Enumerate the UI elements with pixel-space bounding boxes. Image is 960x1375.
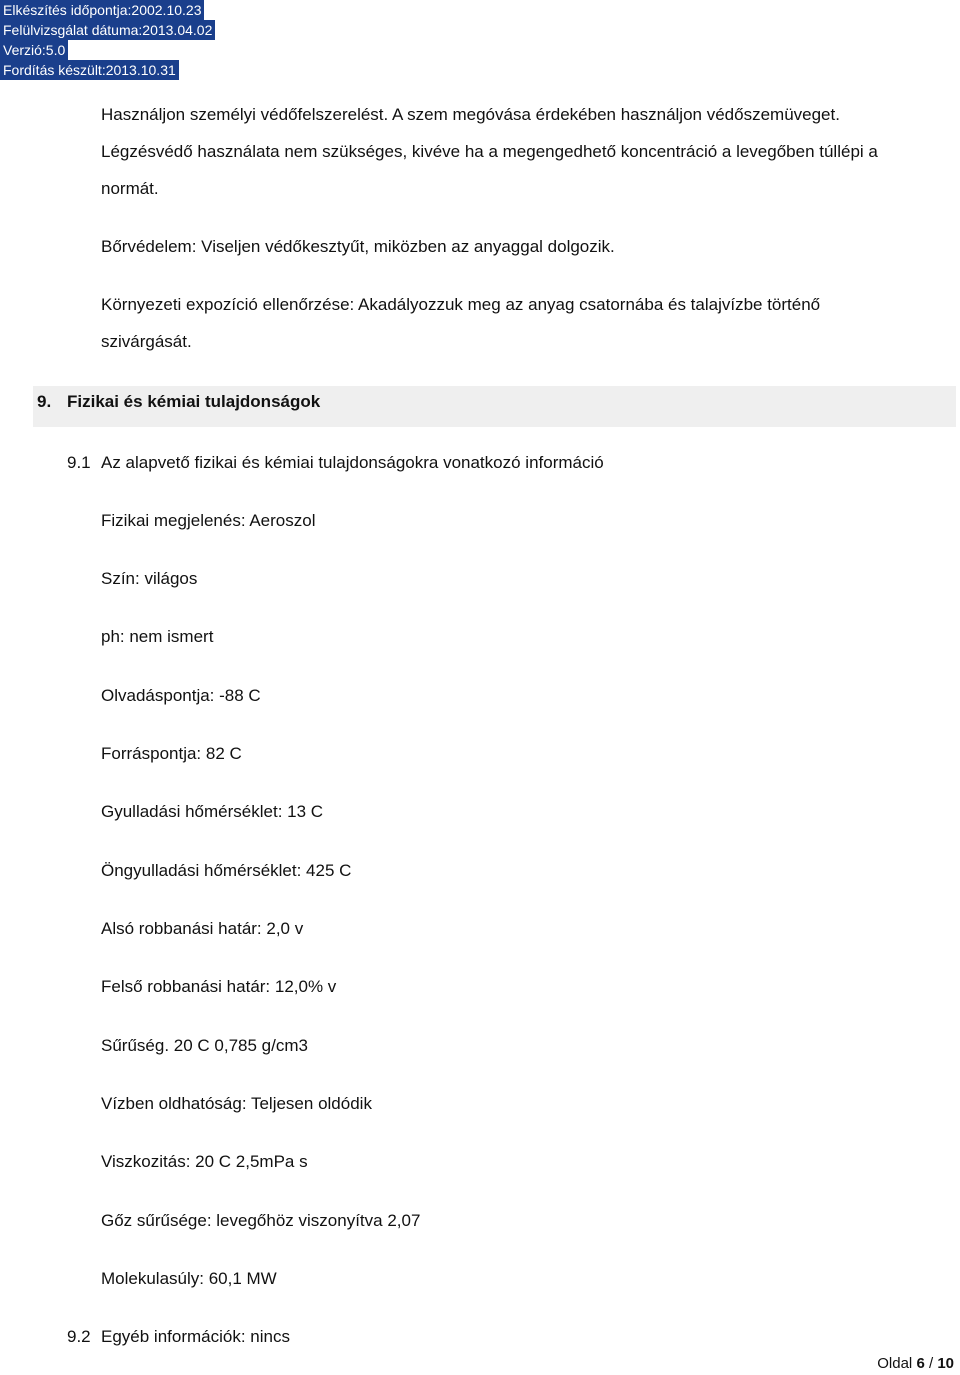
property-boiling-point: Forráspontja: 82 C (101, 744, 242, 763)
page-label: Oldal (877, 1355, 913, 1372)
ppe-line-1: Használjon személyi védőfelszerelést. A szem megóvása érdekében használjon védőszemüveget. (101, 105, 840, 124)
property-ph: ph: nem ismert (101, 627, 214, 646)
header-version: Verzió:5.0 (0, 40, 68, 60)
property-lower-explosion-limit: Alsó robbanási határ: 2,0 v (101, 919, 304, 938)
property-density: Sűrűség. 20 C 0,785 g/cm3 (101, 1036, 308, 1055)
property-vapor-density: Gőz sűrűsége: levegőhöz viszonyítva 2,07 (101, 1211, 421, 1230)
subsection-title-9-2: Egyéb információk: nincs (101, 1327, 290, 1346)
subsection-number-9-2: 9.2 (67, 1327, 91, 1346)
section-heading (37, 390, 320, 414)
header-created-date: Elkészítés időpontja:2002.10.23 (0, 0, 204, 20)
property-color: Szín: világos (101, 569, 198, 588)
header-reviewed-date: Felülvizsgálat dátuma:2013.04.02 (0, 20, 215, 40)
page-indicator (877, 1354, 954, 1374)
page-separator: / (928, 1355, 934, 1372)
section-number: 9. (37, 392, 52, 411)
ppe-line-2: Légzésvédő használata nem szükséges, kivéve ha a megengedhető koncentráció a levegőben túllépi a (101, 142, 878, 161)
page-total: 10 (937, 1355, 954, 1372)
property-appearance: Fizikai megjelenés: Aeroszol (101, 511, 316, 530)
env-exposure-line-1: Környezeti expozíció ellenőrzése: Akadályozzuk meg az anyag csatornába és talajvízbe történő (101, 295, 821, 314)
header-translated-date: Fordítás készült:2013.10.31 (0, 60, 179, 80)
skin-protection: Bőrvédelem: Viseljen védőkesztyűt, miközben az anyaggal dolgozik. (101, 237, 615, 256)
env-exposure-line-2: szivárgását. (101, 332, 192, 351)
property-autoignition: Öngyulladási hőmérséklet: 425 C (101, 861, 352, 880)
ppe-line-3: normát. (101, 179, 159, 198)
property-viscosity: Viszkozitás: 20 C 2,5mPa s (101, 1152, 308, 1171)
subsection-title-9-1: Az alapvető fizikai és kémiai tulajdonságokra vonatkozó információ (101, 453, 604, 472)
property-flash-point: Gyulladási hőmérséklet: 13 C (101, 802, 324, 821)
property-molecular-weight: Molekulasúly: 60,1 MW (101, 1269, 277, 1288)
subsection-number-9-1: 9.1 (67, 453, 91, 472)
section-title: Fizikai és kémiai tulajdonságok (67, 392, 321, 411)
property-upper-explosion-limit: Felső robbanási határ: 12,0% v (101, 977, 337, 996)
page-current: 6 (916, 1355, 925, 1372)
property-melting-point: Olvadáspontja: -88 C (101, 686, 261, 705)
property-water-solubility: Vízben oldhatóság: Teljesen oldódik (101, 1094, 372, 1113)
